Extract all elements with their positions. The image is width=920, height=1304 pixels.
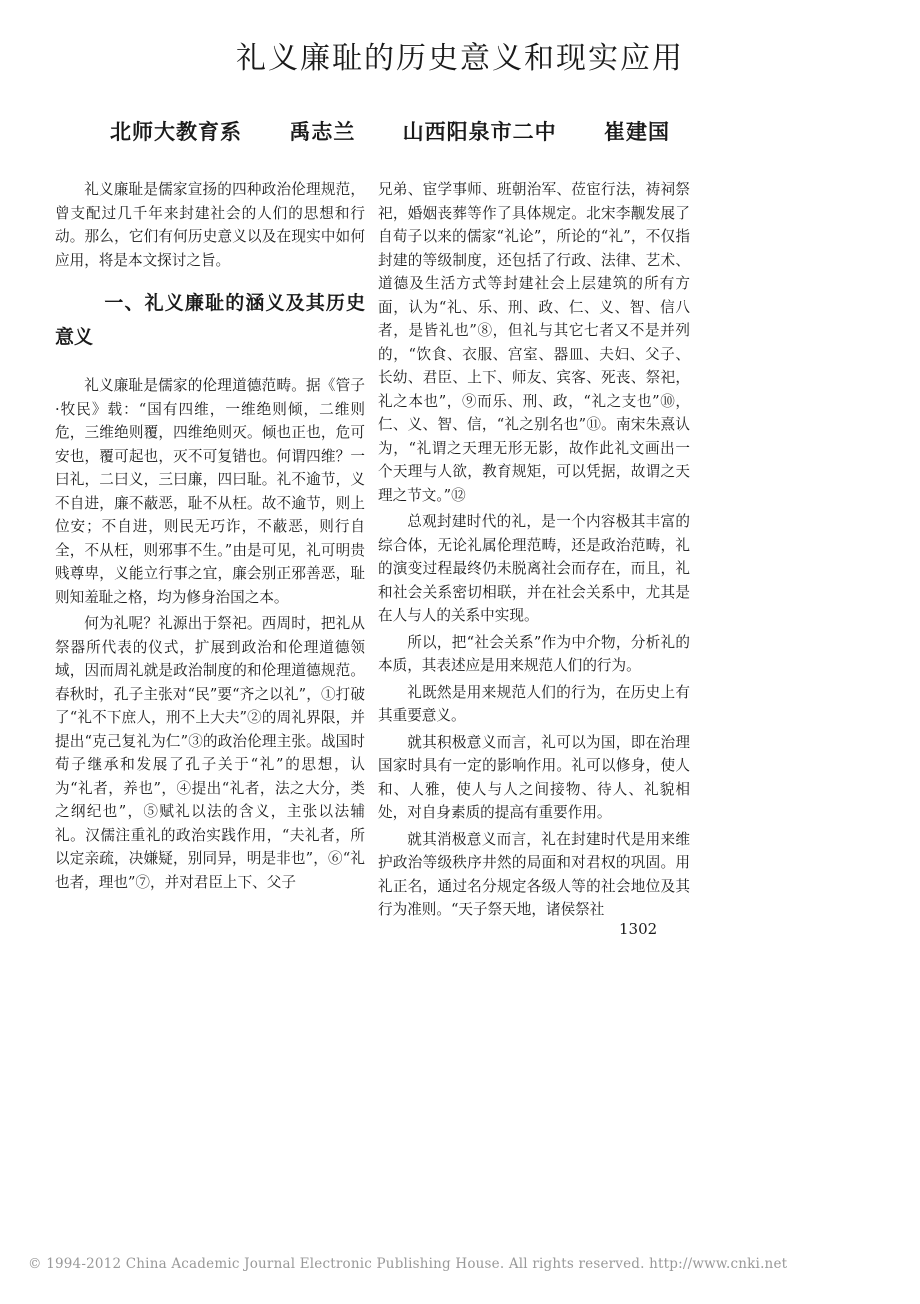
author-affiliation-1: 北师大教育系 xyxy=(110,119,242,144)
body-paragraph: 何为礼呢？礼源出于祭祀。西周时，把礼从祭器所代表的仪式，扩展到政治和伦理道德领域，因而周礼就是政治制度的和伦理道德规范。春秋时，孔子主张对“民”要“齐之以礼”，①打破了“礼不下庶人，刑不上大夫”②的周礼界限，并提出“克己复礼为仁”③的政治伦理主张。战国时荀子继承和发展了孔子关于“礼”的思想，认为“礼者，养也”，④提出“礼者，法之大分，类之纲纪也”，⑤赋礼以法的含义，主张以法辅礼。汉儒注重礼的政治实践作用，“夫礼者，所以定亲疏，决嫌疑，别同异，明是非也”，⑥“礼也者，理也”⑦，并对君臣上下、父子 xyxy=(55,615,365,891)
body-paragraph: 总观封建时代的礼，是一个内容极其丰富的综合体，无论礼属伦理范畴，还是政治范畴，礼的演变过程最终仍未脱离社会而存在，而且，礼和社会关系密切相联，并在社会关系中，尤其是在人与人的关系中实现。 xyxy=(378,513,690,624)
body-paragraph: 就其消极意义而言，礼在封建时代是用来维护政治等级秩序井然的局面和对君权的巩固。用礼正名，通过名分规定各级人等的社会地位及其行为准则。“天子祭天地，诸侯祭社 xyxy=(378,830,690,918)
author-affiliation-2: 山西阳泉市二中 xyxy=(402,119,557,144)
intro-paragraph: 礼义廉耻是儒家宣扬的四种政治伦理规范，曾支配过几千年来封建社会的人们的思想和行动。那么，它们有何历史意义以及在现实中如何应用，将是本文探讨之旨。 xyxy=(55,181,365,269)
body-paragraph-continued: 兄弟、宦学事师、班朝治军、莅宦行法，祷祠祭祀，婚姻丧葬等作了具体规定。北宋李觏发展了自荀子以来的儒家“礼论”，所论的“礼”，不仅指封建的等级制度，还包括了行政、法律、艺术、道德及生活方式等封建社会上层建筑的所有方面，认为“礼、乐、刑、政、仁、义、智、信八者，是皆礼也”⑧，但礼与其它七者又不是并列的，“饮食、衣服、宫室、器皿、夫妇、父子、长幼、君臣、上下、师友、宾客、死丧、祭祀，礼之本也”，⑨而乐、刑、政，“礼之支也”⑩，仁、义、智、信，“礼之别名也”⑪。南宋朱熹认为，“礼谓之天理无形无影，故作此礼文画出一个天理与人欲，教育规矩，可以凭据，故谓之天理之节文。”⑫ xyxy=(378,181,690,504)
page-number: 1302 xyxy=(619,920,658,938)
copyright-footer: © 1994-2012 China Academic Journal Electronic Publishing House. All rights reserved. http://www.cnki.net xyxy=(28,1256,788,1272)
author-name-2: 崔建国 xyxy=(603,119,670,144)
right-column xyxy=(378,178,690,925)
left-column xyxy=(55,178,365,897)
author-name-1: 禹志兰 xyxy=(289,119,356,144)
paper-title: 礼义廉耻的历史意义和现实应用 xyxy=(236,41,684,76)
body-paragraph: 礼义廉耻是儒家的伦理道德范畴。据《管子·牧民》载：“国有四维，一维绝则倾，二维则危，三维绝则覆，四维绝则灭。倾也正也，危可安也，覆可起也，灭不可复错也。何谓四维？一曰礼，二曰义，三曰廉，四曰耻。礼不逾节，义不自进，廉不蔽恶，耻不从枉。故不逾节，则上位安；不自进，则民无巧诈，不蔽恶，则行自全，不从枉，则邪事不生。”由是可见，礼可明贵贱尊卑，义能立行事之宜，廉会别正邪善恶，耻则知羞耻之格，均为修身治国之本。 xyxy=(55,377,365,606)
body-paragraph: 就其积极意义而言，礼可以为国，即在治理国家时具有一定的影响作用。礼可以修身，使人和、人雅，使人与人之间接物、待人、礼貌相处，对自身素质的提高有重要作用。 xyxy=(378,733,690,821)
body-paragraph: 所以，把“社会关系”作为中介物，分析礼的本质，其表述应是用来规范人们的行为。 xyxy=(378,633,690,674)
body-paragraph: 礼既然是用来规范人们的行为，在历史上有其重要意义。 xyxy=(378,683,690,724)
section-heading: 一、礼义廉耻的涵义及其历史意义 xyxy=(55,292,365,348)
author-line xyxy=(110,116,670,146)
